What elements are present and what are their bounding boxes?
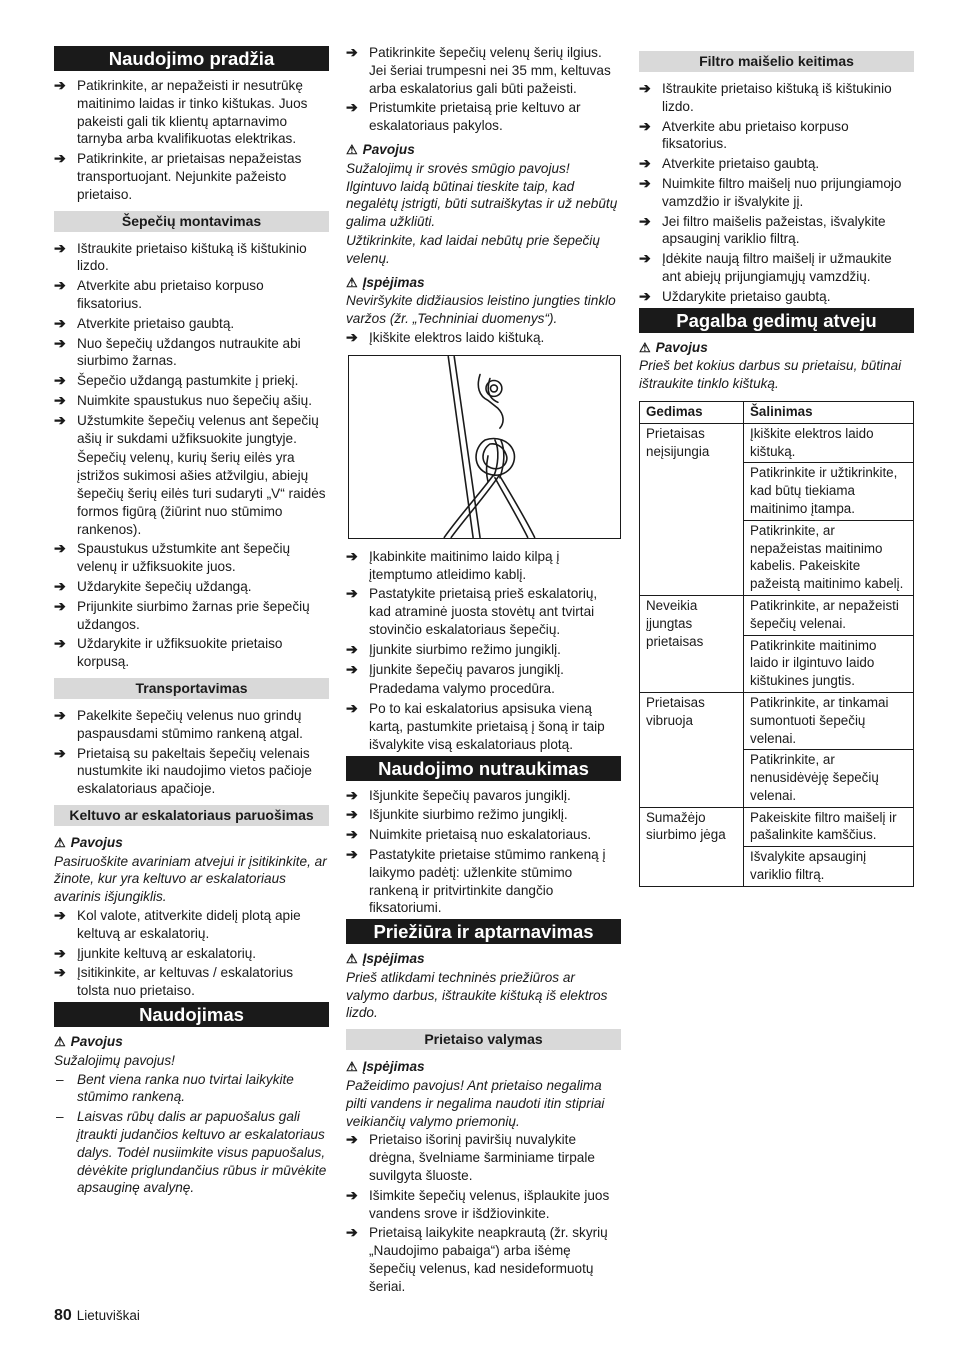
list-item-text: Nuo šepečių uždangos nutraukite abi siurbimo žarnas. <box>77 335 301 369</box>
arrow-icon: ➔ <box>54 372 66 389</box>
warning-text: Sužalojimų ir srovės smūgio pavojus! Ilgintuvo laidą būtinai tieskite taip, kad negalėtų įstrigti, būti sutraiškytas ir už nebūtų galima užkliūti. <box>346 160 618 230</box>
list-item-text: Pastatykite prietaise stūmimo rankeną į laikymo padėtį: užlenkite stūmimo rankeną ir pritvirtinkite dangčio fiksatoriumi. <box>369 846 606 916</box>
remedy-cell: Patikrinkite, ar nepažeisti šepečių velenai. <box>744 595 914 635</box>
list-item-text: Įsitikinkite, ar keltuvas / eskalatorius tolsta nuo prietaiso. <box>77 965 294 999</box>
warning-icon: ⚠ <box>346 141 358 157</box>
danger-notice-label: Pavojus <box>655 339 708 355</box>
arrow-icon: ➔ <box>54 944 66 961</box>
cable-hook-drawing <box>349 356 620 538</box>
list-item-text: Įkabinkite maitinimo laido kilpą į įtemptumo atleidimo kablį. <box>369 548 560 582</box>
list-item-text: Prietaisą laikykite neapkrautą (žr. skyrių „Naudojimo pabaiga“) arba išėmę šepečių velenus, kad nesideformuotų šeriai. <box>369 1225 608 1294</box>
list-item-text: Uždarykite ir užfiksuokite prietaiso korpusą. <box>77 636 283 670</box>
list-item-text: Atverkite abu prietaiso korpuso fiksatorius. <box>77 278 264 311</box>
list-item-text: Išjunkite šepečių pavaros jungiklį. <box>369 787 571 803</box>
list-item <box>346 787 621 805</box>
list-item <box>346 806 621 824</box>
list-item <box>639 80 914 116</box>
list-item <box>54 540 329 576</box>
list-item-text: Kol valote, atitverkite didelį plotą apie keltuvą ar eskalatorių. <box>77 908 301 941</box>
list-item-text: Išjunkite siurbimo režimo jungiklį. <box>369 807 568 823</box>
list-item-text: Uždarykite šepečių uždangą. <box>77 578 252 594</box>
warning-icon: ⚠ <box>346 1059 358 1075</box>
column-right <box>639 44 914 887</box>
list-item <box>54 240 329 276</box>
list-item <box>346 700 621 753</box>
list-item <box>346 329 621 347</box>
danger-notice <box>54 1033 329 1051</box>
list-item-text: Prietaiso išorinį paviršių nuvalykite drėgna, švelniame šarminiame tirpale suvilgyta šluoste. <box>369 1132 595 1184</box>
arrow-icon: ➔ <box>639 174 651 191</box>
list-item-text: Įjunkite šepečių pavaros jungiklį. <box>369 661 564 677</box>
list-item <box>54 277 329 313</box>
list-item <box>54 945 329 963</box>
list-item-text: Įjunkite keltuvą ar eskalatorių. <box>77 945 257 961</box>
section-title-naudojimo-nutraukimas: Naudojimo nutraukimas <box>346 756 621 781</box>
warning-text: Pasiruoškite avariniam atvejui ir įsitikinkite, ar žinote, kur yra keltuvo ar eskalatoriaus avarinis išjungiklis. <box>54 853 327 905</box>
arrow-icon: ➔ <box>346 1186 358 1203</box>
list-item <box>54 598 329 634</box>
danger-notice-label: Pavojus <box>70 1034 123 1050</box>
list-item <box>54 635 329 671</box>
fault-cell: Sumažėjo siurbimo jėga <box>640 807 744 886</box>
arrow-icon: ➔ <box>639 155 651 172</box>
arrow-icon: ➔ <box>346 1131 358 1148</box>
warning-text: Sužalojimų pavojus! <box>54 1052 175 1068</box>
danger-notice <box>54 834 329 852</box>
list-item <box>54 372 329 390</box>
arrow-icon: ➔ <box>54 907 66 924</box>
list-item-text: Pastatykite prietaisą prieš eskalatorių, kad atraminė juosta stovėtų ant tvirtai stovinčio eskalatoriaus šepečių. <box>369 586 598 637</box>
list-item-text: Prietaisą su pakeltais šepečių velenais nustumkite iki naudojimo vietos pačioje eskalatoriaus apačioje. <box>77 745 312 797</box>
arrow-icon: ➔ <box>54 964 66 981</box>
arrow-icon: ➔ <box>346 640 358 657</box>
list-note: Pradedama valymo procedūra. <box>369 681 555 697</box>
caution-notice-label: Įspėjimas <box>362 951 425 967</box>
danger-notice-label: Pavojus <box>70 834 123 850</box>
list-item <box>346 641 621 659</box>
warning-icon: ⚠ <box>346 951 358 967</box>
list-item-text: Pristumkite prietaisą prie keltuvo ar eskalatoriaus pakylos. <box>369 100 581 134</box>
list-item-text: Įkiškite elektros laido kištuką. <box>369 329 545 345</box>
list-item-text: Nuimkite filtro maišelį nuo prijungiamojo vamzdžio ir išvalykite jį. <box>662 175 902 209</box>
arrow-icon: ➔ <box>54 411 66 428</box>
list-item <box>54 77 329 148</box>
danger-notice-label: Pavojus <box>362 141 415 157</box>
list-item <box>54 578 329 596</box>
arrow-icon: ➔ <box>346 700 358 717</box>
dash-list-item <box>54 1071 329 1107</box>
list-item-text: Atverkite prietaiso gaubtą. <box>77 315 235 331</box>
list-item-text: Patikrinkite, ar nepažeisti ir nesutrūkę maitinimo laidas ir tinko kištukas. Juos pakeisti gali tik klientų aptarnavimo tarnyba arba kvalifikuotas elektrikas. <box>77 78 308 147</box>
list-item-text: Nuimkite spaustukus nuo šepečių ašių. <box>77 392 312 408</box>
list-item-text: Pakelkite šepečių velenus nuo grindų paspausdami stūmimo rankeną atgal. <box>77 707 303 741</box>
page-number: 80 <box>54 1307 72 1324</box>
fault-cell: Prietaisas vibruoja <box>640 692 744 807</box>
remedy-cell: Įkiškite elektros laido kištuką. <box>744 423 914 463</box>
list-item-text: Ištraukite prietaiso kištuką iš kištukinio lizdo. <box>77 240 307 274</box>
dash-list-item-text: Bent viena ranka nuo tvirtai laikykite stūmimo rankeną. <box>77 1071 294 1105</box>
table-header-row <box>640 401 914 423</box>
list-item <box>346 846 621 917</box>
list-item-text: Užstumkite šepečių velenus ant šepečių ašių ir sukdami užfiksuokite jungtyje. <box>77 412 319 446</box>
list-item <box>54 392 329 410</box>
arrow-icon: ➔ <box>346 660 358 677</box>
list-item <box>54 335 329 371</box>
caution-notice <box>346 1058 621 1076</box>
list-item <box>346 99 621 135</box>
dash-icon: – <box>56 1071 64 1087</box>
arrow-icon: ➔ <box>54 597 66 614</box>
arrow-icon: ➔ <box>346 328 358 345</box>
caution-notice <box>346 274 621 292</box>
fault-cell: Neveikia įjungtas prietaisas <box>640 595 744 692</box>
list-item <box>639 155 914 173</box>
warning-text: Prieš bet kokius darbus su prietaisu, būtinai ištraukite tinklo kištuką. <box>639 358 902 392</box>
list-item-text: Uždarykite prietaiso gaubtą. <box>662 288 831 304</box>
remedy-cell: Pakeiskite filtro maišelį ir pašalinkite kamščius. <box>744 807 914 847</box>
warning-icon: ⚠ <box>346 274 358 290</box>
remedy-cell: Patikrinkite, ar nepažeistas maitinimo kabelis. Pakeiskite pažeistą maitinimo kabelį. <box>744 520 914 595</box>
arrow-icon: ➔ <box>639 80 651 96</box>
arrow-icon: ➔ <box>639 250 651 267</box>
table-row <box>640 807 914 847</box>
arrow-icon: ➔ <box>54 744 66 761</box>
list-item <box>346 661 621 679</box>
arrow-icon: ➔ <box>54 706 66 723</box>
arrow-icon: ➔ <box>346 1224 358 1241</box>
list-item <box>639 288 914 306</box>
list-item <box>639 250 914 286</box>
arrow-icon: ➔ <box>639 287 651 304</box>
warning-icon: ⚠ <box>54 1034 66 1050</box>
list-item <box>639 118 914 154</box>
arrow-icon: ➔ <box>346 44 358 60</box>
subsection-title-keltuvo-paruosimas: Keltuvo ar eskalatoriaus paruošimas <box>54 805 329 826</box>
list-item <box>346 1224 621 1295</box>
danger-notice <box>639 339 914 357</box>
warning-text: Užtikrinkite, kad laidai nebūtų prie šepečių velenų. <box>346 232 600 266</box>
list-item-text: Šepečio uždangą pastumkite į priekį. <box>77 373 299 389</box>
remedy-cell: Patikrinkite maitinimo laido ir ilgintuvo laido kištukines jungtis. <box>744 635 914 692</box>
list-item <box>54 907 329 943</box>
fault-cell: Prietaisas neįsijungia <box>640 423 744 595</box>
arrow-icon: ➔ <box>346 547 358 564</box>
remedy-cell: Išvalykite apsauginį variklio filtrą. <box>744 847 914 887</box>
warning-text: Pažeidimo pavojus! Ant prietaiso negalima pilti vandens ir negalima naudoti itin stipriai veikiančių valymo priemonių. <box>346 1078 605 1129</box>
column-header-remedy: Šalinimas <box>744 401 914 423</box>
arrow-icon: ➔ <box>639 212 651 229</box>
dash-list-item <box>54 1108 329 1197</box>
arrow-icon: ➔ <box>54 314 66 331</box>
column-middle <box>346 44 621 1298</box>
table-row <box>640 692 914 749</box>
arrow-icon: ➔ <box>54 391 66 408</box>
list-item-text: Ištraukite prietaiso kištuką iš kištukinio lizdo. <box>662 81 892 114</box>
dash-icon: – <box>56 1109 64 1125</box>
remedy-cell: Patikrinkite, ar nenusidėvėję šepečių velenai. <box>744 750 914 807</box>
list-item <box>346 1187 621 1223</box>
section-title-naudojimas: Naudojimas <box>54 1002 329 1027</box>
warning-text: Prieš atlikdami techninės priežiūros ar valymo darbus, ištraukite kištuką iš elektros lizdo. <box>346 969 608 1021</box>
dash-list-item-text: Laisvas rūbų dalis ar papuošalus gali įtraukti judančios keltuvo ar eskalatoriaus dalys. Todėl nusiimkite visus papuošalus, dėvėkite priglundančius rūbus ir mūvėkite apsauginę avalynę. <box>77 1109 327 1196</box>
arrow-icon: ➔ <box>54 277 66 294</box>
caution-notice <box>346 950 621 968</box>
list-item <box>54 150 329 203</box>
list-item-text: Išimkite šepečių velenus, išplaukite juos vandens srove ir išdžiovinkite. <box>369 1187 610 1221</box>
list-item-text: Atverkite prietaiso gaubtą. <box>662 156 820 172</box>
list-item-text: Įdėkite naują filtro maišelį ir užmaukite ant abiejų prijungiamųjų vamzdžių. <box>662 251 892 284</box>
arrow-icon: ➔ <box>54 540 66 557</box>
list-item-text: Prijunkite siurbimo žarnas prie šepečių uždangos. <box>77 598 310 632</box>
subsection-title-sepeciu-montavimas: Šepečių montavimas <box>54 211 329 232</box>
list-item <box>346 44 621 97</box>
column-header-fault: Gedimas <box>640 401 744 423</box>
section-title-prieziura: Priežiūra ir aptarnavimas <box>346 919 621 944</box>
list-item-text: Patikrinkite šepečių velenų šerių ilgius. Jei šeriai trumpesni nei 35 mm, keltuvas arba eskalatorius gali būti pažeisti. <box>369 45 611 96</box>
footer-language: Lietuviškai <box>76 1308 140 1323</box>
subsection-title-filtro-maiselis: Filtro maišelio keitimas <box>639 51 914 72</box>
list-item <box>346 826 621 844</box>
danger-notice <box>346 141 621 159</box>
arrow-icon: ➔ <box>346 826 358 843</box>
cable-hook-illustration <box>348 355 621 539</box>
column-left <box>54 44 329 1199</box>
arrow-icon: ➔ <box>346 99 358 116</box>
arrow-icon: ➔ <box>54 77 66 93</box>
arrow-icon: ➔ <box>346 845 358 862</box>
list-item <box>54 315 329 333</box>
list-item <box>639 175 914 211</box>
list-item <box>54 707 329 743</box>
list-item <box>54 964 329 1000</box>
arrow-icon: ➔ <box>346 786 358 803</box>
troubleshooting-table <box>639 401 914 887</box>
section-title-pagalba-gedimu-atveju: Pagalba gedimų atveju <box>639 308 914 333</box>
table-row <box>640 595 914 635</box>
arrow-icon: ➔ <box>639 117 651 134</box>
arrow-icon: ➔ <box>54 577 66 594</box>
section-title-naudojimo-pradzia: Naudojimo pradžia <box>54 46 329 71</box>
arrow-icon: ➔ <box>54 635 66 652</box>
warning-text: Neviršykite didžiausios leistino jungties tinklo varžos (žr. „Techniniai duomenys“). <box>346 293 616 327</box>
list-item-text: Atverkite abu prietaiso korpuso fiksatorius. <box>662 118 849 152</box>
arrow-icon: ➔ <box>346 806 358 823</box>
list-note: Šepečių velenų, kurių šerių eilės yra įstrižos sukimosi ašies atžvilgiu, abiejų šepečių šerių eilės turi sudaryti „V“ raidės formos figūrą (žiūrint nuo stūmimo rankenos). <box>77 450 326 537</box>
remedy-cell: Patikrinkite ir užtikrinkite, kad būtų tiekiama maitinimo įtampa. <box>744 463 914 520</box>
caution-notice-label: Įspėjimas <box>362 1059 425 1075</box>
list-item-text: Patikrinkite, ar prietaisas nepažeistas transportuojant. Nejunkite pažeisto prietaiso. <box>77 151 302 202</box>
page-footer <box>54 1307 140 1325</box>
list-item <box>54 745 329 798</box>
list-item <box>54 412 329 448</box>
list-item-text: Spaustukus užstumkite ant šepečių velenų ir užfiksuokite juos. <box>77 541 291 575</box>
list-item <box>639 213 914 249</box>
list-item <box>346 1131 621 1184</box>
warning-icon: ⚠ <box>54 834 66 850</box>
subsection-title-prietaiso-valymas: Prietaiso valymas <box>346 1029 621 1050</box>
list-item-text: Po to kai eskalatorius apsisuka vieną kartą, pastumkite prietaisą į šoną ir taip išvalykite visą eskalatoriaus plotą. <box>369 701 605 752</box>
arrow-icon: ➔ <box>54 334 66 351</box>
list-item-text: Nuimkite prietaisą nuo eskalatoriaus. <box>369 827 592 843</box>
list-item-text: Jei filtro maišelis pažeistas, išvalykite apsauginį variklio filtrą. <box>662 213 886 247</box>
arrow-icon: ➔ <box>346 585 358 602</box>
list-item-text: Įjunkite siurbimo režimo jungiklį. <box>369 641 561 657</box>
caution-notice-label: Įspėjimas <box>362 274 425 290</box>
arrow-icon: ➔ <box>54 150 66 167</box>
table-row <box>640 423 914 463</box>
warning-icon: ⚠ <box>639 339 651 355</box>
remedy-cell: Patikrinkite, ar tinkamai sumontuoti šepečių velenai. <box>744 692 914 749</box>
arrow-icon: ➔ <box>54 239 66 256</box>
subsection-title-transportavimas: Transportavimas <box>54 678 329 699</box>
list-item <box>346 585 621 638</box>
list-item <box>346 548 621 584</box>
